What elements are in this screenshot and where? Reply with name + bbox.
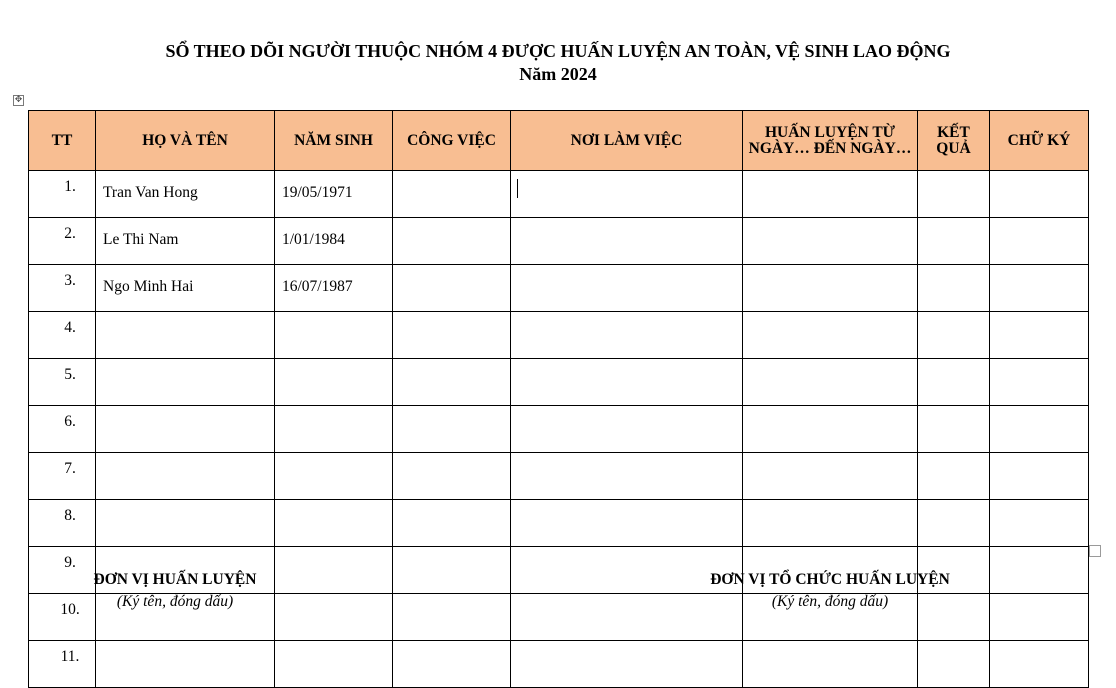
job-cell[interactable] [393, 453, 511, 500]
row-number-cell[interactable]: 8. [29, 500, 96, 547]
training-unit-label: ĐƠN VỊ HUẤN LUYỆN [93, 571, 257, 588]
job-cell[interactable] [393, 547, 511, 594]
organizing-unit-signature [690, 569, 970, 613]
signature-cell[interactable] [990, 641, 1089, 688]
signature-cell[interactable] [990, 594, 1089, 641]
row-number-cell[interactable]: 5. [29, 359, 96, 406]
full-name-cell[interactable]: Tran Van Hong [96, 171, 275, 218]
job-cell[interactable] [393, 359, 511, 406]
title-line-1: SỔ THEO DÕI NGƯỜI THUỘC NHÓM 4 ĐƯỢC HUẤN LUYỆN AN TOÀN, VỆ SINH LAO ĐỘNG [165, 41, 951, 61]
signature-cell[interactable] [990, 218, 1089, 265]
job-cell[interactable] [393, 406, 511, 453]
resize-square-icon[interactable] [1089, 545, 1101, 557]
training-period-cell[interactable] [743, 312, 918, 359]
birth-date-cell[interactable] [275, 453, 393, 500]
birth-date-cell[interactable]: 19/05/1971 [275, 171, 393, 218]
training-period-cell[interactable] [743, 453, 918, 500]
result-cell[interactable] [918, 406, 990, 453]
birth-date-cell[interactable] [275, 406, 393, 453]
row-number-cell[interactable]: 2. [29, 218, 96, 265]
header-tt[interactable]: TT [29, 111, 96, 171]
table-row [29, 500, 1089, 547]
job-cell[interactable] [393, 171, 511, 218]
full-name-cell[interactable]: Ngo Minh Hai [96, 265, 275, 312]
document-title [0, 40, 1116, 86]
birth-date-cell[interactable] [275, 312, 393, 359]
full-name-cell[interactable] [96, 453, 275, 500]
row-number-cell[interactable]: 4. [29, 312, 96, 359]
full-name-cell[interactable] [96, 312, 275, 359]
full-name-cell[interactable] [96, 359, 275, 406]
table-row [29, 171, 1089, 218]
signature-cell[interactable] [990, 265, 1089, 312]
signature-cell[interactable] [990, 500, 1089, 547]
job-cell[interactable] [393, 641, 511, 688]
header-signature[interactable]: CHỮ KÝ [990, 111, 1089, 171]
row-number-cell[interactable]: 9. [29, 547, 96, 594]
job-cell[interactable] [393, 500, 511, 547]
header-birth-year[interactable]: NĂM SINH [275, 111, 393, 171]
row-number-cell[interactable]: 1. [29, 171, 96, 218]
table-header-row [29, 111, 1089, 171]
training-period-cell[interactable] [743, 500, 918, 547]
training-unit-signature [75, 569, 275, 613]
table-row [29, 218, 1089, 265]
header-training-period[interactable]: HUẤN LUYỆN TỪ NGÀY… ĐẾN NGÀY… [743, 111, 918, 171]
organizing-unit-label: ĐƠN VỊ TỔ CHỨC HUẤN LUYỆN [710, 571, 950, 588]
result-cell[interactable] [918, 359, 990, 406]
workplace-cell[interactable] [511, 265, 743, 312]
row-number-cell[interactable]: 3. [29, 265, 96, 312]
training-period-cell[interactable] [743, 218, 918, 265]
result-cell[interactable] [918, 641, 990, 688]
full-name-cell[interactable] [96, 406, 275, 453]
signature-cell[interactable] [990, 453, 1089, 500]
row-number-cell[interactable]: 10. [29, 594, 96, 641]
title-line-2: Năm 2024 [519, 64, 597, 84]
result-cell[interactable] [918, 265, 990, 312]
training-period-cell[interactable] [743, 265, 918, 312]
workplace-cell[interactable] [511, 641, 743, 688]
signature-cell[interactable] [990, 171, 1089, 218]
workplace-cell[interactable] [511, 171, 743, 218]
birth-date-cell[interactable]: 1/01/1984 [275, 218, 393, 265]
workplace-cell[interactable] [511, 453, 743, 500]
signature-cell[interactable] [990, 359, 1089, 406]
table-row [29, 406, 1089, 453]
row-number-cell[interactable]: 7. [29, 453, 96, 500]
header-full-name[interactable]: HỌ VÀ TÊN [96, 111, 275, 171]
job-cell[interactable] [393, 218, 511, 265]
full-name-cell[interactable] [96, 641, 275, 688]
text-cursor [517, 179, 518, 198]
birth-date-cell[interactable] [275, 547, 393, 594]
header-workplace[interactable]: NƠI LÀM VIỆC [511, 111, 743, 171]
table-row [29, 312, 1089, 359]
full-name-cell[interactable] [96, 500, 275, 547]
organizing-unit-note: (Ký tên, đóng dấu) [771, 593, 889, 610]
training-period-cell[interactable] [743, 359, 918, 406]
training-period-cell[interactable] [743, 406, 918, 453]
workplace-cell[interactable] [511, 218, 743, 265]
row-number-cell[interactable]: 6. [29, 406, 96, 453]
signature-cell[interactable] [990, 547, 1089, 594]
workplace-cell[interactable] [511, 312, 743, 359]
result-cell[interactable] [918, 500, 990, 547]
table-row [29, 265, 1089, 312]
row-number-cell[interactable]: 11. [29, 641, 96, 688]
table-row [29, 641, 1089, 688]
header-job[interactable]: CÔNG VIỆC [393, 111, 511, 171]
table-row [29, 453, 1089, 500]
birth-date-cell[interactable] [275, 641, 393, 688]
result-cell[interactable] [918, 218, 990, 265]
training-unit-note: (Ký tên, đóng dấu) [116, 593, 234, 610]
birth-date-cell[interactable] [275, 359, 393, 406]
signature-cell[interactable] [990, 406, 1089, 453]
table-row [29, 359, 1089, 406]
result-cell[interactable] [918, 171, 990, 218]
header-result[interactable]: KẾT QUẢ [918, 111, 990, 171]
workplace-cell[interactable] [511, 406, 743, 453]
full-name-cell[interactable]: Le Thi Nam [96, 218, 275, 265]
job-cell[interactable] [393, 265, 511, 312]
workplace-cell[interactable] [511, 500, 743, 547]
move-arrows-icon[interactable]: ✥ [14, 95, 23, 105]
training-period-cell[interactable] [743, 641, 918, 688]
job-cell[interactable] [393, 594, 511, 641]
result-cell[interactable] [918, 453, 990, 500]
job-cell[interactable] [393, 312, 511, 359]
signature-cell[interactable] [990, 312, 1089, 359]
birth-date-cell[interactable] [275, 500, 393, 547]
result-cell[interactable] [918, 312, 990, 359]
training-period-cell[interactable] [743, 171, 918, 218]
workplace-cell[interactable] [511, 359, 743, 406]
birth-date-cell[interactable] [275, 594, 393, 641]
birth-date-cell[interactable]: 16/07/1987 [275, 265, 393, 312]
